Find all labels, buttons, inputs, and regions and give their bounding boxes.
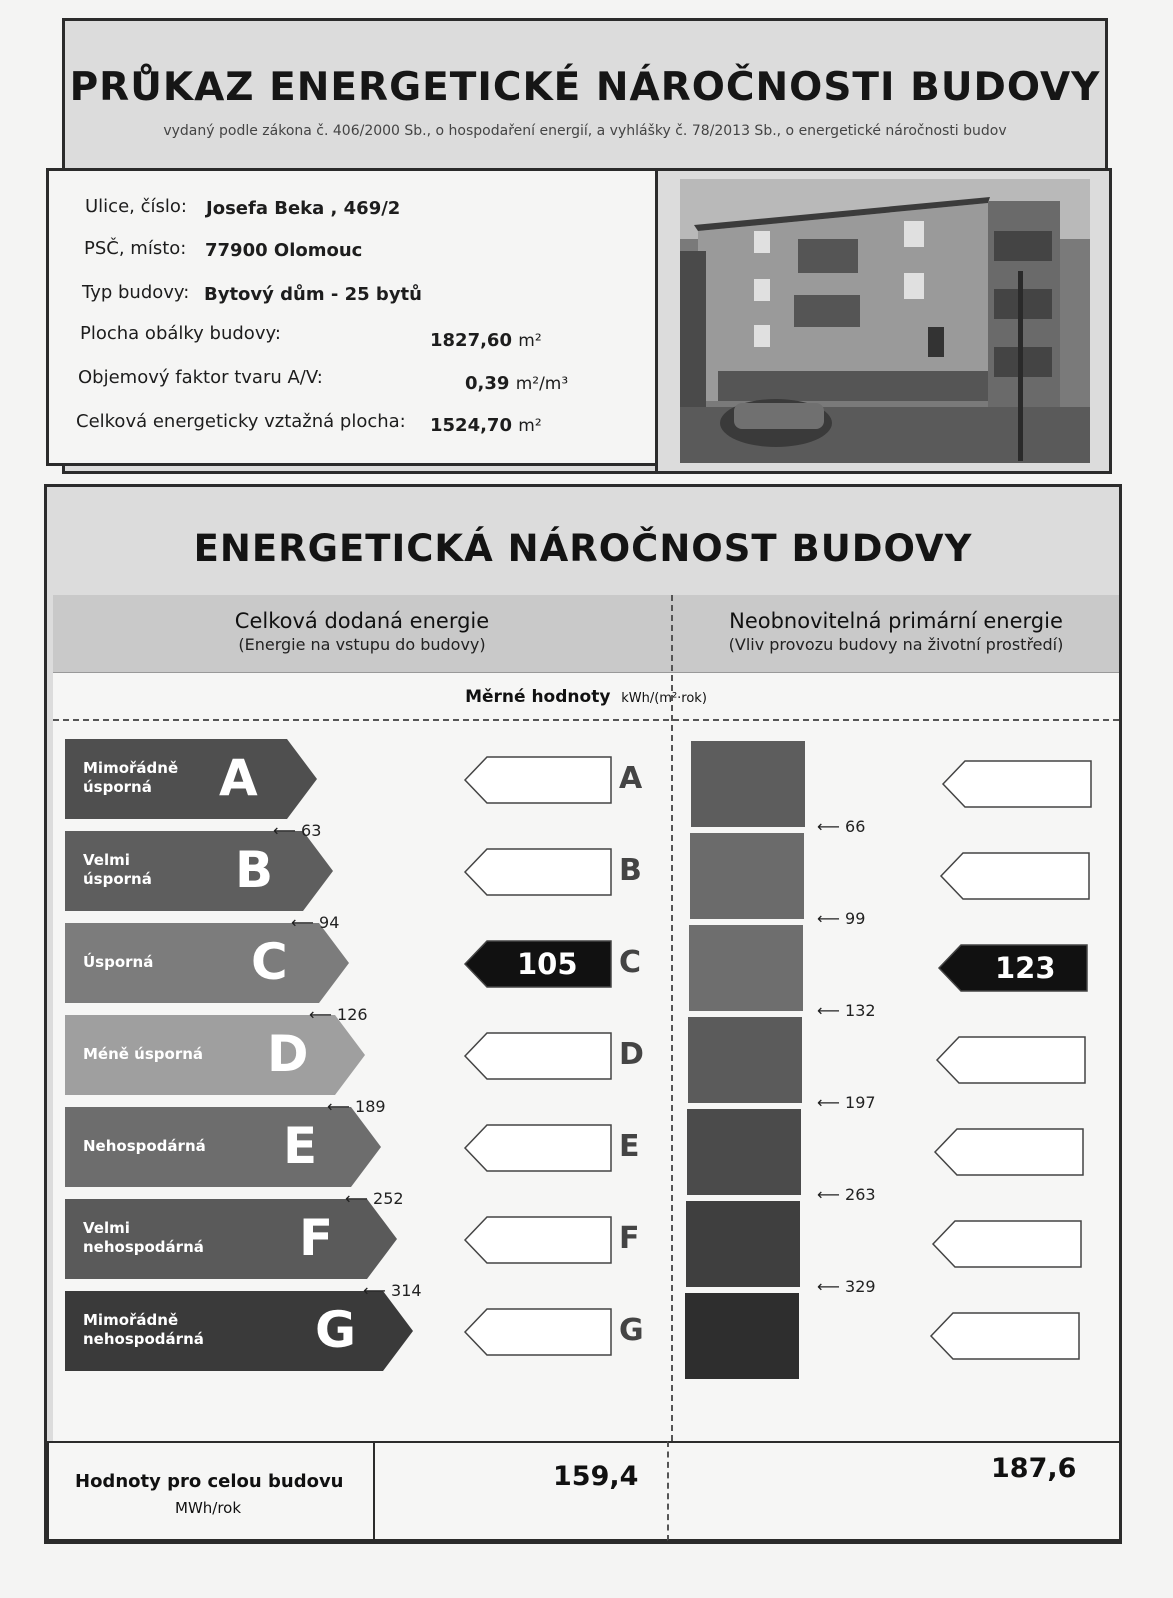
- left-heading: Celková dodaná energie: [234, 609, 490, 633]
- left-threshold: ⟵ 189: [327, 1097, 386, 1116]
- right-empty-marker: [937, 1037, 1085, 1083]
- building-type-value: Bytový dům - 25 bytů: [204, 284, 422, 305]
- right-threshold: ⟵ 99: [817, 909, 866, 928]
- left-threshold: ⟵ 126: [309, 1005, 368, 1024]
- class-description: Mimořádně úsporná: [83, 759, 179, 796]
- class-letter: B: [235, 841, 274, 899]
- envelope-area-label: Plocha obálky budovy:: [80, 323, 281, 344]
- right-threshold: ⟵ 197: [817, 1093, 876, 1112]
- shape-factor-label: Objemový faktor tvaru A/V:: [78, 367, 323, 388]
- total-delivered-energy: 159,4: [553, 1461, 639, 1492]
- class-description: Mimořádně nehospodárná: [83, 1311, 204, 1348]
- city-value: 77900 Olomouc: [205, 240, 363, 261]
- class-letter: E: [283, 1117, 318, 1175]
- totals-label-cell: [47, 1441, 375, 1541]
- right-heading: Neobnovitelná primární energie: [729, 609, 1063, 633]
- left-marker-letter: G: [619, 1313, 644, 1348]
- class-band-label-b: [65, 831, 333, 911]
- class-letter: A: [219, 749, 258, 807]
- left-threshold: ⟵ 94: [291, 913, 340, 932]
- building-photo-frame: [655, 168, 1112, 474]
- totals-row: [47, 1441, 1119, 1541]
- city-label: PSČ, místo:: [84, 238, 187, 259]
- right-scale-bar-d: [688, 1017, 802, 1103]
- right-threshold: ⟵ 263: [817, 1185, 876, 1204]
- right-empty-marker: [935, 1129, 1083, 1175]
- right-scale-bar-g: [685, 1293, 799, 1379]
- class-description: Úsporná: [83, 953, 154, 971]
- left-marker-letter: B: [619, 853, 642, 888]
- right-empty-marker: [941, 853, 1089, 899]
- totals-right-cell: [667, 1441, 1119, 1541]
- certificate-title: PRŮKAZ ENERGETICKÉ NÁROČNOSTI BUDOVY: [69, 65, 1101, 110]
- rating-panel: [53, 595, 1119, 1441]
- class-description: Velmi úsporná: [83, 851, 152, 888]
- certificate-subtitle: vydaný podle zákona č. 406/2000 Sb., o hospodaření energií, a vyhlášky č. 78/2013 Sb., o energetické náročnosti budov: [163, 123, 1007, 139]
- left-threshold: ⟵ 252: [345, 1189, 404, 1208]
- left-empty-marker: [465, 1217, 611, 1263]
- building-photo: [658, 171, 1109, 471]
- right-scale-bar-f: [686, 1201, 800, 1287]
- class-letter: G: [315, 1301, 357, 1359]
- class-letter: D: [267, 1025, 309, 1083]
- right-empty-marker: [933, 1221, 1081, 1267]
- energy-performance-title: ENERGETICKÁ NÁROČNOST BUDOVY: [193, 527, 973, 570]
- envelope-area-value: 1827,60 m²: [430, 330, 542, 351]
- left-threshold: ⟵ 63: [273, 821, 322, 840]
- left-subheading: (Energie na vstupu do budovy): [238, 635, 486, 654]
- totals-unit: MWh/rok: [175, 1499, 242, 1517]
- building-type-label: Typ budovy:: [82, 282, 190, 303]
- right-threshold: ⟵ 329: [817, 1277, 876, 1296]
- right-scale-bar-e: [687, 1109, 801, 1195]
- left-marker-letter: D: [619, 1037, 644, 1072]
- left-empty-marker: [465, 757, 611, 803]
- class-band-label-c: [65, 923, 349, 1003]
- units-value: kWh/(m²·rok): [621, 691, 707, 706]
- right-scale-bar-b: [690, 833, 804, 919]
- left-empty-marker: [465, 1125, 611, 1171]
- right-threshold: ⟵ 132: [817, 1001, 876, 1020]
- units-label: Měrné hodnoty: [465, 687, 611, 707]
- class-letter: F: [299, 1209, 334, 1267]
- right-scale-bar-c: [689, 925, 803, 1011]
- class-band-label-e: [65, 1107, 381, 1187]
- right-result-value: 123: [995, 951, 1056, 985]
- totals-label: Hodnoty pro celou budovu: [75, 1471, 344, 1492]
- reference-area-label: Celková energeticky vztažná plocha:: [76, 411, 406, 432]
- class-band-label-d: [65, 1015, 365, 1095]
- total-primary-energy: 187,6: [991, 1453, 1077, 1484]
- class-letter: C: [251, 933, 288, 991]
- left-threshold: ⟵ 314: [363, 1281, 422, 1300]
- reference-area-value: 1524,70 m²: [430, 415, 542, 436]
- right-subheading: (Vliv provozu budovy na životní prostředí): [728, 635, 1064, 654]
- street-label: Ulice, číslo:: [85, 196, 187, 217]
- left-marker-letter: C: [619, 945, 642, 980]
- right-empty-marker: [931, 1313, 1079, 1359]
- class-description: Velmi nehospodárná: [83, 1219, 204, 1256]
- left-marker-letter: A: [619, 761, 643, 796]
- class-band-label-g: [65, 1291, 413, 1371]
- right-threshold: ⟵ 66: [817, 817, 866, 836]
- class-band-label-a: [65, 739, 317, 819]
- right-scale-bar-a: [691, 741, 805, 827]
- right-empty-marker: [943, 761, 1091, 807]
- left-marker-letter: E: [619, 1129, 640, 1164]
- class-band-label-f: [65, 1199, 397, 1279]
- street-value: Josefa Beka , 469/2: [206, 198, 401, 219]
- class-description: Méně úsporná: [83, 1045, 204, 1063]
- left-empty-marker: [465, 1309, 611, 1355]
- left-empty-marker: [465, 1033, 611, 1079]
- totals-left-cell: [375, 1441, 667, 1541]
- left-empty-marker: [465, 849, 611, 895]
- shape-factor-value: 0,39 m²/m³: [465, 373, 569, 394]
- energy-performance-section: [44, 484, 1122, 1544]
- left-result-value: 105: [517, 947, 578, 981]
- left-marker-letter: F: [619, 1221, 640, 1256]
- class-description: Nehospodárná: [83, 1137, 206, 1155]
